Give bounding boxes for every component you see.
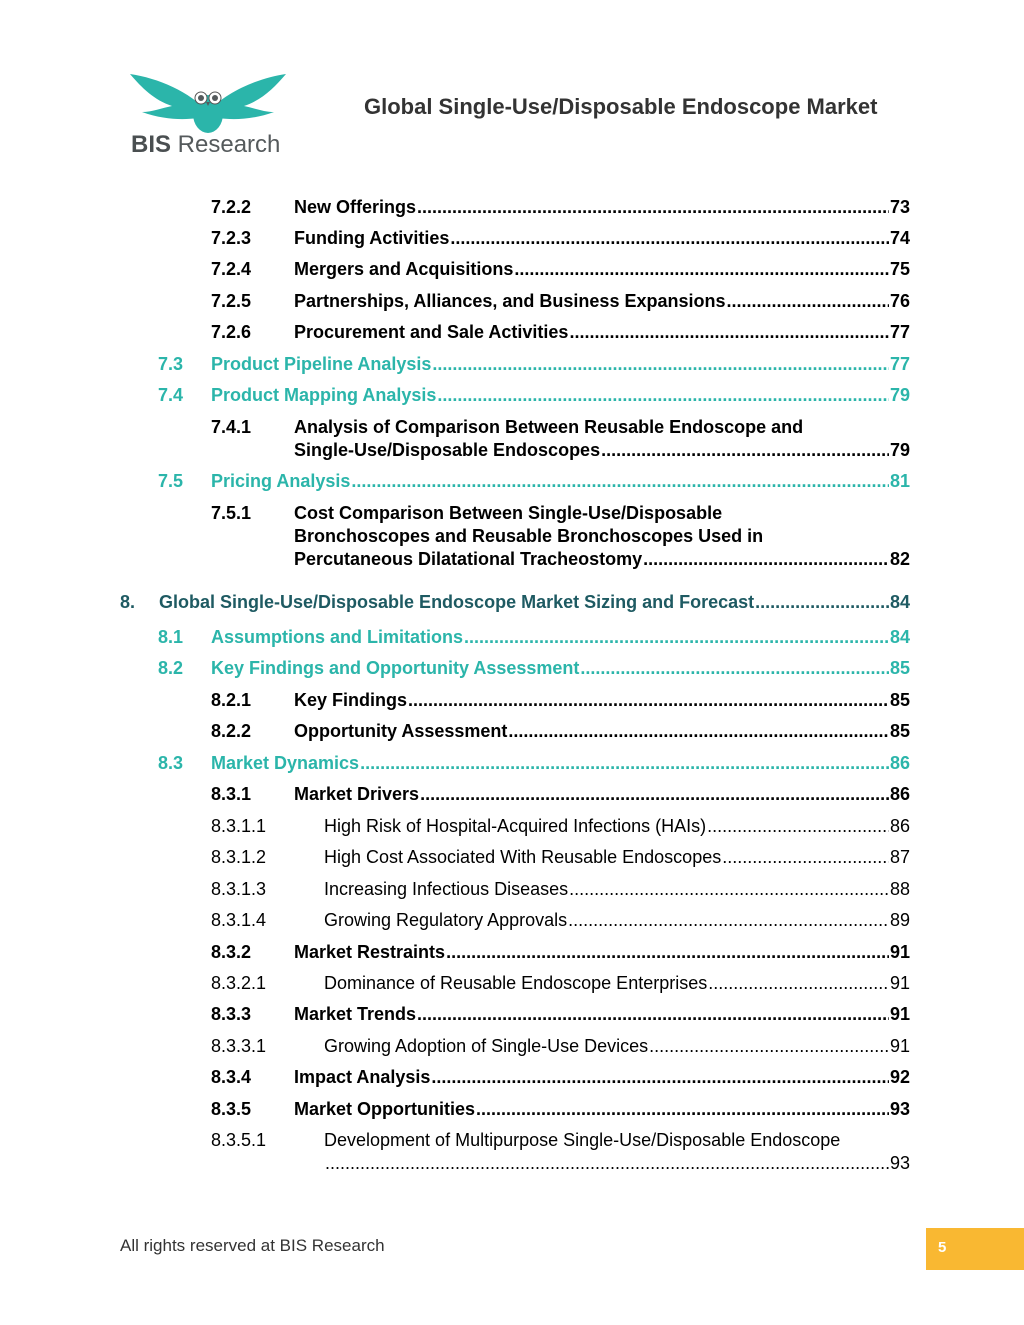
toc-entry[interactable]	[211, 909, 910, 932]
toc-leader-dots	[351, 470, 889, 493]
toc-entry-title: Dominance of Reusable Endoscope Enterprises	[324, 973, 708, 993]
toc-entry-number: 7.2.2	[211, 197, 252, 217]
toc-entry-number: 8.3.5.1	[211, 1130, 267, 1150]
toc-entry-number: 8.2.1	[211, 690, 252, 710]
toc-page-number: 74	[889, 228, 910, 248]
toc-entry-title: Growing Regulatory Approvals	[324, 910, 568, 930]
toc-entry-number: 8.2	[158, 658, 184, 678]
toc-entry-title: Increasing Infectious Diseases	[324, 879, 569, 899]
toc-entry[interactable]	[158, 384, 910, 407]
toc-entry-title: Key Findings	[294, 690, 408, 710]
toc-entry-number: 8.3.3.1	[211, 1036, 267, 1056]
toc-entry-number: 7.5.1	[211, 503, 252, 523]
toc-page-number: 79	[889, 385, 910, 405]
toc-page-number: 75	[889, 259, 910, 279]
toc-entry-title: New Offerings	[294, 197, 417, 217]
toc-entry[interactable]	[120, 591, 910, 614]
toc-entry[interactable]	[211, 1035, 910, 1058]
toc-leader-dots	[707, 815, 889, 838]
footer-copyright: All rights reserved at BIS Research	[120, 1236, 385, 1255]
toc-entry-title: Funding Activities	[294, 228, 450, 248]
toc-entry-number: 7.2.6	[211, 322, 252, 342]
toc-entry-title: Analysis of Comparison Between Reusable Endoscope and	[294, 417, 804, 437]
toc-page-number: 77	[889, 322, 910, 342]
toc-entry-title: Bronchoscopes and Reusable Bronchoscopes Used in	[294, 526, 764, 546]
toc-entry-title: Growing Adoption of Single-Use Devices	[324, 1036, 649, 1056]
toc-entry-title: Single-Use/Disposable Endoscopes	[294, 440, 601, 460]
toc-leader-dots	[514, 258, 889, 281]
toc-entry-number: 8.1	[158, 627, 184, 647]
toc-entry[interactable]	[211, 1003, 910, 1026]
logo-wordmark: BIS Research	[131, 131, 281, 158]
toc-entry-title: Product Pipeline Analysis	[211, 354, 432, 374]
toc-entry-number: 7.5	[158, 471, 184, 491]
toc-entry-number: 8.3.1.1	[211, 816, 267, 836]
toc-page-number: 91	[889, 973, 910, 993]
toc-entry[interactable]	[211, 1129, 910, 1175]
toc-page-number: 76	[889, 291, 910, 311]
toc-entry[interactable]	[211, 878, 910, 901]
toc-page-number: 85	[889, 690, 910, 710]
toc-entry-number: 7.2.3	[211, 228, 252, 248]
toc-leader-dots	[408, 689, 889, 712]
toc-entry-title: Market Dynamics	[211, 753, 360, 773]
toc-entry[interactable]	[211, 689, 910, 712]
toc-page-number: 79	[889, 440, 910, 460]
toc-entry-title: Market Drivers	[294, 784, 420, 804]
toc-entry-title: Development of Multipurpose Single-Use/Disposable Endoscope	[324, 1130, 841, 1150]
toc-page-number: 81	[889, 471, 910, 491]
toc-entry-number: 8.3.4	[211, 1067, 252, 1087]
toc-page-number: 88	[889, 879, 910, 899]
toc-leader-dots	[568, 909, 889, 932]
toc-page-number: 86	[889, 816, 910, 836]
toc-leader-dots	[325, 1152, 889, 1175]
toc-entry[interactable]	[211, 1098, 910, 1121]
toc-entry[interactable]	[211, 846, 910, 869]
toc-entry-number: 8.3.2	[211, 942, 252, 962]
toc-leader-dots	[360, 752, 889, 775]
toc-leader-dots	[755, 591, 889, 614]
toc-entry-title: High Risk of Hospital-Acquired Infections (HAIs)	[324, 816, 707, 836]
toc-entry[interactable]	[211, 258, 910, 281]
toc-leader-dots	[437, 384, 889, 407]
toc-entry-title: Percutaneous Dilatational Tracheostomy	[294, 549, 643, 569]
toc-entry-title: Market Opportunities	[294, 1099, 476, 1119]
toc-leader-dots	[446, 941, 889, 964]
toc-entry-number: 7.3	[158, 354, 184, 374]
toc-entry-title: Product Mapping Analysis	[211, 385, 437, 405]
toc-page-number: 89	[889, 910, 910, 930]
page-number-box	[926, 1228, 1024, 1270]
toc-entry[interactable]	[158, 470, 910, 493]
toc-entry[interactable]	[158, 657, 910, 680]
toc-entry-title: High Cost Associated With Reusable Endoscopes	[324, 847, 722, 867]
toc-entry-number: 7.2.4	[211, 259, 252, 279]
toc-leader-dots	[726, 290, 888, 313]
toc-leader-dots	[464, 626, 889, 649]
toc-leader-dots	[450, 227, 889, 250]
toc-page-number: 86	[889, 784, 910, 804]
toc-entry-number: 8.3.1.2	[211, 847, 267, 867]
toc-leader-dots	[580, 657, 889, 680]
toc-entry[interactable]	[211, 196, 910, 219]
document-header-title: Global Single-Use/Disposable Endoscope Market	[364, 94, 878, 119]
toc-entry[interactable]	[211, 1066, 910, 1089]
toc-entry-number: 8.	[120, 592, 136, 612]
toc-entry[interactable]	[211, 972, 910, 995]
toc-page-number: 91	[889, 1004, 910, 1024]
toc-leader-dots	[722, 846, 889, 869]
toc-entry-title: Partnerships, Alliances, and Business Expansions	[294, 291, 726, 311]
toc-entry[interactable]	[211, 227, 910, 250]
toc-page-number: 82	[889, 549, 910, 569]
toc-entry[interactable]	[211, 783, 910, 806]
toc-leader-dots	[569, 878, 889, 901]
toc-entry-title: Global Single-Use/Disposable Endoscope Market Sizing and Forecast	[159, 592, 755, 612]
toc-entry[interactable]	[211, 941, 910, 964]
toc-entry-number: 8.3.3	[211, 1004, 252, 1024]
toc-entry-number: 7.2.5	[211, 291, 252, 311]
toc-page-number: 91	[889, 942, 910, 962]
toc-entry-title: Market Trends	[294, 1004, 417, 1024]
toc-page-number: 92	[889, 1067, 910, 1087]
toc-leader-dots	[432, 353, 889, 376]
toc-entry-number: 7.4	[158, 385, 184, 405]
toc-entry[interactable]	[158, 626, 910, 649]
toc-entry-title: Key Findings and Opportunity Assessment	[211, 658, 580, 678]
toc-entry-title: Market Restraints	[294, 942, 446, 962]
toc-entry-number: 7.4.1	[211, 417, 252, 437]
toc-page-number: 85	[889, 721, 910, 741]
toc-leader-dots	[420, 783, 889, 806]
toc-entry-number: 8.3.2.1	[211, 973, 267, 993]
toc-entry-number: 8.3.1	[211, 784, 252, 804]
toc-page-number: 86	[889, 753, 910, 773]
toc-entry[interactable]	[211, 290, 910, 313]
toc-page-number: 93	[889, 1153, 910, 1173]
toc-entry[interactable]	[211, 321, 910, 344]
toc-leader-dots	[601, 439, 889, 462]
toc-leader-dots	[569, 321, 889, 344]
toc-entry-number: 8.3.1.4	[211, 910, 267, 930]
toc-leader-dots	[417, 1003, 889, 1026]
toc-leader-dots	[508, 720, 889, 743]
toc-entry-title: Pricing Analysis	[211, 471, 351, 491]
toc-entry-number: 8.3	[158, 753, 184, 773]
toc-entry-title: Cost Comparison Between Single-Use/Disposable	[294, 503, 723, 523]
toc-entry-number: 8.3.5	[211, 1099, 252, 1119]
toc-entry-title: Procurement and Sale Activities	[294, 322, 569, 342]
toc-leader-dots	[476, 1098, 889, 1121]
toc-page-number: 77	[889, 354, 910, 374]
toc-leader-dots	[417, 196, 889, 219]
toc-entry[interactable]	[211, 815, 910, 838]
toc-entry[interactable]	[211, 502, 910, 571]
toc-entry-title: Assumptions and Limitations	[211, 627, 464, 647]
toc-page-number: 93	[889, 1099, 910, 1119]
toc-entry-title: Mergers and Acquisitions	[294, 259, 514, 279]
toc-entry-number: 8.2.2	[211, 721, 252, 741]
toc-entry-title: Impact Analysis	[294, 1067, 431, 1087]
toc-leader-dots	[708, 972, 889, 995]
toc-page-number: 87	[889, 847, 910, 867]
toc-entry-title: Opportunity Assessment	[294, 721, 508, 741]
toc-page-number: 84	[889, 592, 910, 612]
toc-page-number: 91	[889, 1036, 910, 1056]
toc-leader-dots	[643, 548, 889, 571]
toc-entry-number: 8.3.1.3	[211, 879, 267, 899]
toc-page-number: 85	[889, 658, 910, 678]
toc-entry[interactable]	[158, 752, 910, 775]
toc-page-number: 84	[889, 627, 910, 647]
toc-entry[interactable]	[158, 353, 910, 376]
toc-entry[interactable]	[211, 720, 910, 743]
toc-leader-dots	[649, 1035, 889, 1058]
toc-page-number: 73	[889, 197, 910, 217]
page-number: 5	[938, 1239, 947, 1256]
toc-entry[interactable]	[211, 416, 910, 462]
toc-leader-dots	[431, 1066, 889, 1089]
